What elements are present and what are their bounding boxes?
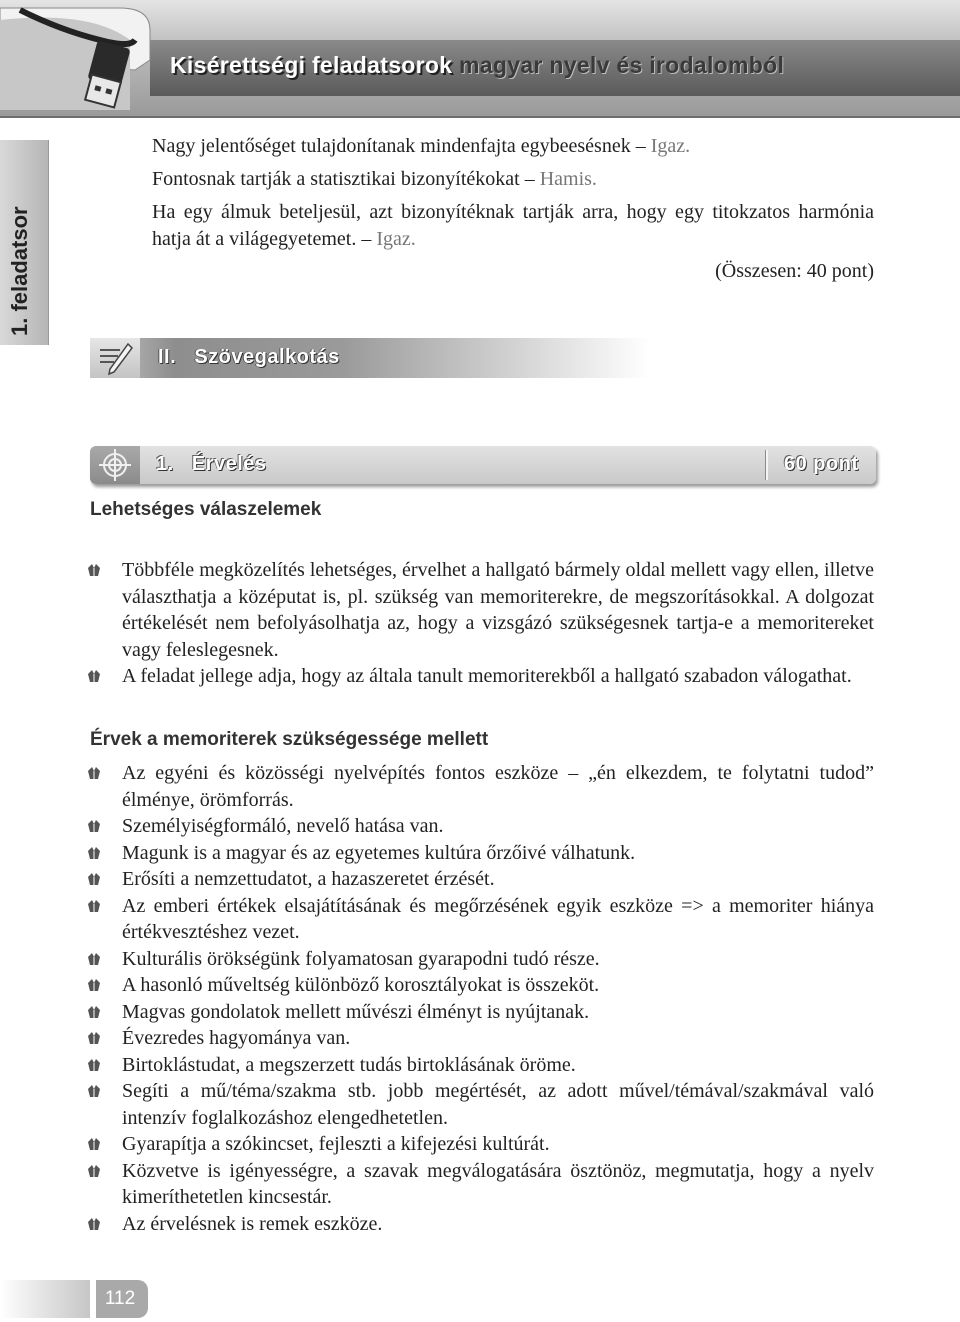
list-item bbox=[122, 1052, 874, 1079]
leaf-bullet-icon bbox=[86, 1030, 102, 1046]
leaf-bullet-icon bbox=[86, 1004, 102, 1020]
leaf-bullet-icon bbox=[86, 951, 102, 967]
writing-icon bbox=[90, 338, 140, 378]
list-item bbox=[122, 1078, 874, 1131]
list-item-text: Az egyéni és közösségi nyelvépítés fontos eszköze – „én elkezdem, te folytatni tudod” élménye, örömforrás. bbox=[122, 762, 874, 811]
list-item-text: Erősíti a nemzettudatot, a hazaszeretet érzését. bbox=[122, 868, 495, 890]
list-item-text: Személyiségformáló, nevelő hatása van. bbox=[122, 815, 444, 837]
leaf-bullet-icon bbox=[86, 845, 102, 861]
answer-text: Ha egy álmuk beteljesül, azt bizonyítéknak tartják arra, hogy egy titokzatos harmónia hatja át a világegyetemet. – bbox=[152, 201, 874, 250]
leaf-bullet-icon bbox=[86, 977, 102, 993]
task-number: 1. bbox=[156, 453, 174, 475]
page-number: 112 bbox=[104, 1288, 136, 1309]
header-title bbox=[170, 52, 784, 79]
task-name: Érvelés bbox=[191, 453, 267, 475]
list-item bbox=[122, 946, 874, 973]
answer-line-2 bbox=[152, 166, 874, 193]
total-points: (Összesen: 40 pont) bbox=[715, 260, 874, 282]
list-item bbox=[122, 1158, 874, 1211]
list-item bbox=[122, 999, 874, 1026]
leaf-bullet-icon bbox=[86, 1163, 102, 1179]
list-item bbox=[122, 972, 874, 999]
list-item-text: A hasonló műveltség különböző korosztályokat is összeköt. bbox=[122, 974, 600, 996]
list-item bbox=[122, 840, 874, 867]
section-name: Szövegalkotás bbox=[194, 346, 340, 368]
answer-text: Nagy jelentőséget tulajdonítanak mindenfajta egybeesésnek – bbox=[152, 135, 651, 157]
list-item-text: A feladat jellege adja, hogy az általa tanult memoriterekből a hallgató szabadon válogathat. bbox=[122, 665, 852, 687]
page-header bbox=[0, 0, 960, 118]
arguments-heading: Érvek a memoriterek szükségessége mellett bbox=[90, 729, 489, 750]
task-icon-box bbox=[90, 446, 140, 484]
leaf-bullet-icon bbox=[86, 898, 102, 914]
leaf-bullet-icon bbox=[86, 668, 102, 684]
list-item-text: Kulturális örökségünk folyamatosan gyarapodni tudó része. bbox=[122, 947, 600, 970]
leaf-bullet-icon bbox=[86, 765, 102, 781]
leaf-bullet-icon bbox=[86, 818, 102, 834]
answer-value: Igaz. bbox=[376, 227, 416, 250]
answer-text: Fontosnak tartják a statisztikai bizonyítékokat – bbox=[152, 168, 540, 190]
task-header-separator bbox=[766, 450, 768, 480]
answer-line-3 bbox=[152, 199, 874, 252]
list-item-text: Az érvelésnek is remek eszköze. bbox=[122, 1212, 383, 1235]
task-points: 60 pont bbox=[784, 453, 859, 475]
section-title bbox=[158, 346, 340, 369]
page-number-strip bbox=[0, 1280, 90, 1318]
task-title bbox=[156, 453, 267, 476]
list-item bbox=[122, 1211, 874, 1238]
list-item-text: Birtoklástudat, a megszerzett tudás birtoklásának öröme. bbox=[122, 1053, 576, 1076]
list-item bbox=[122, 893, 874, 946]
possible-elements-list bbox=[122, 557, 874, 690]
list-item-text: Közvetve is igényességre, a szavak megválogatására ösztönöz, megmutatja, hogy a nyelv kimeríthetetlen kincsestár. bbox=[122, 1159, 874, 1208]
leaf-bullet-icon bbox=[86, 1136, 102, 1152]
target-icon bbox=[90, 446, 140, 484]
side-tab-label: 1. feladatsor bbox=[7, 206, 32, 336]
header-title-part1: Kisérettségi feladatsorok bbox=[170, 52, 453, 78]
list-item bbox=[122, 813, 874, 840]
usb-cable-icon bbox=[0, 0, 160, 116]
answer-value: Hamis. bbox=[539, 168, 597, 190]
list-item-text: Gyarapítja a szókincset, fejleszti a kifejezési kultúrát. bbox=[122, 1133, 550, 1155]
section-number: II. bbox=[158, 346, 177, 368]
arguments-list bbox=[122, 760, 874, 1237]
list-item-text: Többféle megközelítés lehetséges, érvelhet a hallgató bármely oldal mellett vagy ellen, illetve választhatja a középutat is, pl. szükség van memoriterekre, de megszorításokkal. A dolgozat értékelését nem befolyásolhatja az, hogy a vizsgázó szükségesnek tartja-e a memoritereket vagy feleslegesnek. bbox=[122, 559, 874, 661]
answer-value: Igaz. bbox=[650, 135, 691, 157]
leaf-bullet-icon bbox=[86, 1057, 102, 1073]
section-icon-box bbox=[90, 338, 140, 378]
list-item-text: Magvas gondolatok mellett művészi élményt is nyújtanak. bbox=[122, 1000, 590, 1023]
leaf-bullet-icon bbox=[86, 1083, 102, 1099]
possible-elements-heading: Lehetséges válaszelemek bbox=[90, 499, 322, 520]
list-item bbox=[122, 557, 874, 663]
list-item-text: Segíti a mű/téma/szakma stb. jobb megértését, az adott művel/témával/szakmával való intenzív foglalkozáshoz elengedhetetlen. bbox=[122, 1080, 874, 1129]
leaf-bullet-icon bbox=[86, 871, 102, 887]
leaf-bullet-icon bbox=[86, 562, 102, 578]
list-item bbox=[122, 760, 874, 813]
answer-line-1 bbox=[152, 133, 874, 160]
list-item bbox=[122, 663, 874, 690]
list-item bbox=[122, 866, 874, 893]
list-item bbox=[122, 1025, 874, 1052]
leaf-bullet-icon bbox=[86, 1216, 102, 1232]
list-item-text: Az emberi értékek elsajátításának és megőrzésének egyik eszköze => a memoriter hiánya értékvesztéshez vezet. bbox=[122, 894, 874, 943]
list-item bbox=[122, 1131, 874, 1158]
list-item-text: Magunk is a magyar és az egyetemes kultúra őrzőivé válhatunk. bbox=[122, 841, 636, 864]
list-item-text: Évezredes hagyománya van. bbox=[122, 1027, 351, 1049]
header-title-part2: magyar nyelv és irodalomból bbox=[459, 52, 785, 78]
